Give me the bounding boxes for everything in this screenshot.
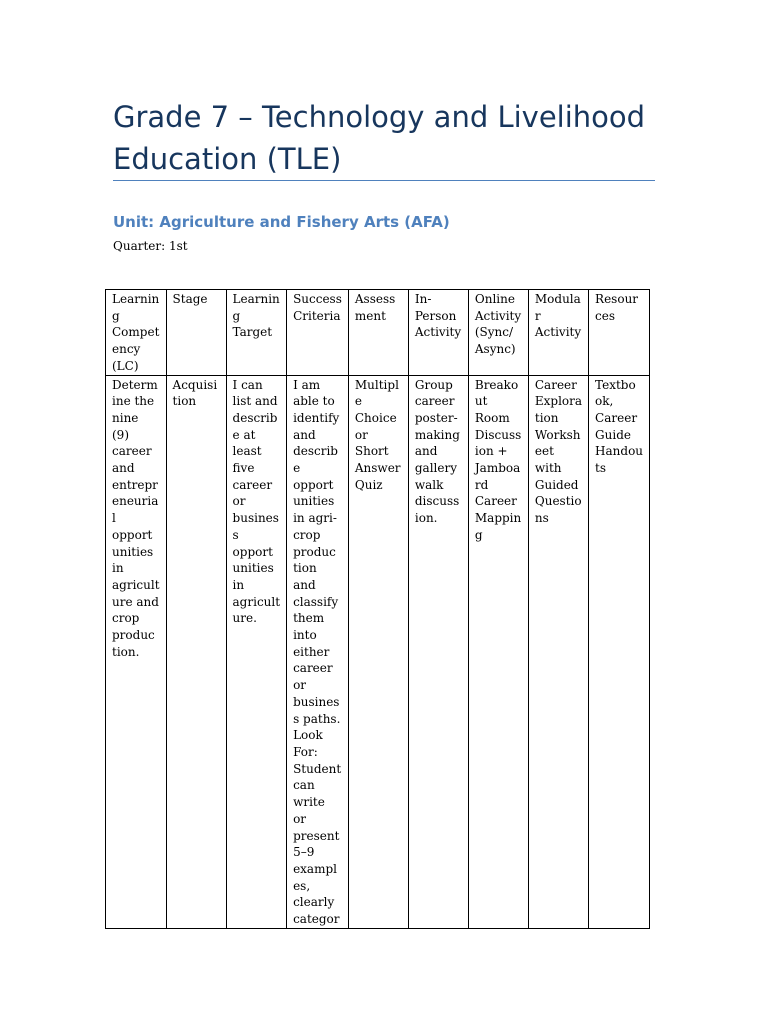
header-learning-target: Learnin g Target bbox=[226, 290, 287, 376]
cell-online-activity: Breako ut Room Discuss ion + Jamboa rd Career Mappin g bbox=[468, 375, 528, 928]
document-title: Grade 7 – Technology and Livelihood Education (TLE) bbox=[113, 100, 646, 176]
lesson-plan-table bbox=[105, 289, 650, 929]
header-resources: Resour ces bbox=[589, 290, 650, 376]
quarter-label: Quarter: 1st bbox=[113, 239, 188, 253]
header-in-person-activity: In- Person Activity bbox=[408, 290, 468, 376]
cell-assessment: Multipl e Choice or Short Answer Quiz bbox=[348, 375, 408, 928]
cell-resources: Textbo ok, Career Guide Handou ts bbox=[589, 375, 650, 928]
cell-in-person-activity: Group career poster- making and gallery walk discuss ion. bbox=[408, 375, 468, 928]
header-stage: Stage bbox=[166, 290, 226, 376]
header-online-activity: Online Activity (Sync/ Async) bbox=[468, 290, 528, 376]
header-success-criteria: Success Criteria bbox=[287, 290, 349, 376]
header-assessment: Assess ment bbox=[348, 290, 408, 376]
cell-modular-activity: Career Explora tion Worksh eet with Guided Questio ns bbox=[528, 375, 588, 928]
unit-heading: Unit: Agriculture and Fishery Arts (AFA) bbox=[113, 213, 450, 231]
header-modular-activity: Modula r Activity bbox=[528, 290, 588, 376]
cell-learning-target: I can list and describ e at least five career or busines s opport unities in agricult ure. bbox=[226, 375, 287, 928]
cell-success-criteria: I am able to identify and describ e opport unities in agri- crop produc tion and classify them into either career or busines s paths. Look For: Student can write or present 5–9 exampl es, clearly categor bbox=[287, 375, 349, 928]
table-row bbox=[106, 375, 650, 928]
cell-learning-competency: Determ ine the nine (9) career and entrepr eneuria l opport unities in agricult ure and crop produc tion. bbox=[106, 375, 167, 928]
table-header-row bbox=[106, 290, 650, 376]
header-learning-competency: Learnin g Compet ency (LC) bbox=[106, 290, 167, 376]
title-underline bbox=[113, 180, 655, 181]
cell-stage: Acquisi tion bbox=[166, 375, 226, 928]
